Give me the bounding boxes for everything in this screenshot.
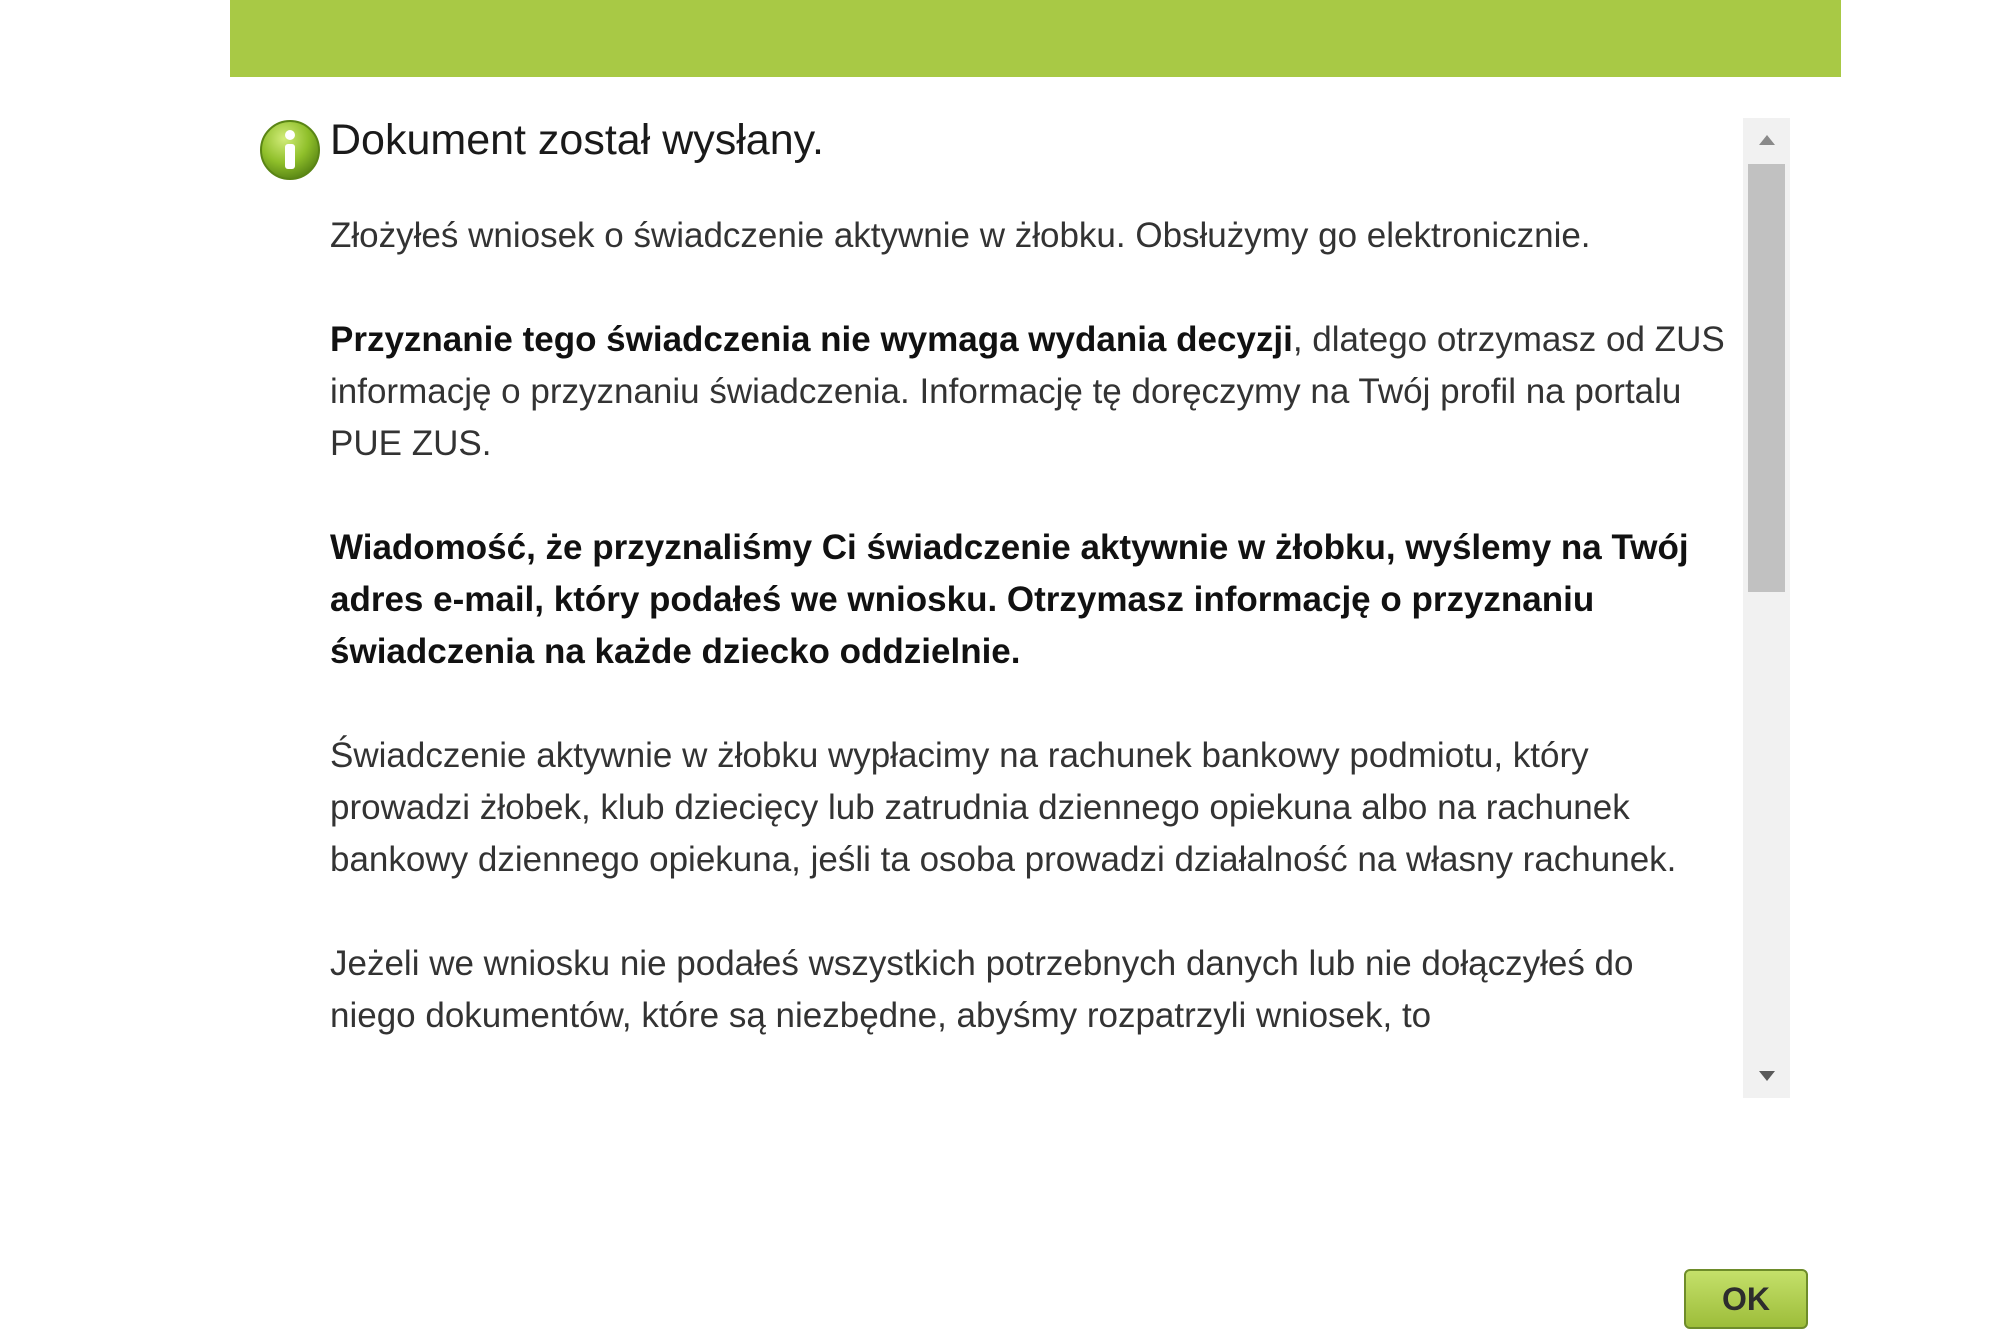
message-paragraph-1: Złożyłeś wniosek o świadczenie aktywnie w żłobku. Obsłużymy go elektronicznie.	[330, 216, 1591, 255]
message-paragraph-2-text: , dlatego otrzymasz od ZUS informację o przyznaniu świadczenia. Informację tę doręczymy na Twój profil na portalu PUE ZUS.	[330, 320, 1725, 463]
message-scroll-area[interactable]	[330, 210, 1725, 1098]
message-paragraph-4: Świadczenie aktywnie w żłobku wypłacimy na rachunek bankowy podmiotu, który prowadzi żłobek, klub dziecięcy lub zatrudnia dziennego opiekuna albo na rachunek bankowy dziennego opiekuna, jeśli ta osoba prowadzi działalność na własny rachunek.	[330, 736, 1677, 879]
triangle-down-icon	[1758, 1070, 1776, 1082]
dialog-title: Dokument został wysłany.	[330, 116, 824, 164]
message-paragraph-5: Jeżeli we wniosku nie podałeś wszystkich potrzebnych danych lub nie dołączyłeś do niego dokumentów, które są niezbędne, abyśmy rozpatrzyli wniosek, to	[330, 944, 1634, 1035]
scroll-down-button[interactable]	[1743, 1054, 1790, 1098]
message-paragraph-3	[330, 522, 1725, 678]
info-icon	[259, 119, 321, 181]
message-paragraph-3-bold: Wiadomość, że przyznaliśmy Ci świadczenie aktywnie w żłobku, wyślemy na Twój adres e-mail, który podałeś we wniosku. Otrzymasz informację o przyznaniu świadczenia na każde dziecko oddzielnie.	[330, 528, 1689, 671]
message-paragraph-2	[330, 314, 1725, 470]
scroll-up-button[interactable]	[1743, 118, 1790, 162]
triangle-up-icon	[1758, 134, 1776, 146]
dialog-header-bar	[230, 0, 1841, 77]
ok-button[interactable]: OK	[1684, 1269, 1808, 1329]
message-paragraph-2-bold: Przyznanie tego świadczenia nie wymaga wydania decyzji	[330, 320, 1293, 359]
vertical-scrollbar[interactable]	[1743, 118, 1790, 1098]
scroll-thumb[interactable]	[1748, 164, 1785, 592]
